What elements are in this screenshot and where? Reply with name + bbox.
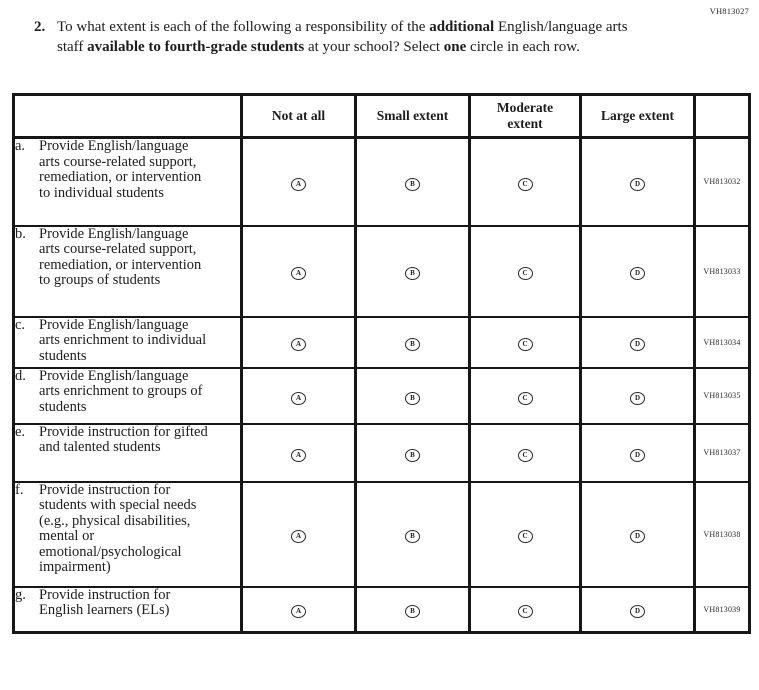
row-letter: c.	[15, 316, 26, 333]
row-description: Provide English/language arts course-related support, remediation, or intervention to groups of students	[39, 225, 202, 288]
answer-cell-c	[470, 482, 581, 587]
option-bubble-b[interactable]: B	[405, 530, 420, 543]
row-code: VH813037	[695, 424, 750, 482]
answer-cell-b	[356, 226, 470, 317]
option-bubble-b[interactable]: B	[405, 605, 420, 618]
row-letter: d.	[15, 367, 26, 384]
answer-cell-b	[356, 317, 470, 368]
option-bubble-a[interactable]: A	[291, 338, 306, 351]
row-code: VH813032	[695, 138, 750, 226]
row-description-cell	[14, 226, 242, 317]
option-bubble-d[interactable]: D	[630, 392, 645, 405]
row-description-cell	[14, 138, 242, 226]
option-bubble-c[interactable]: C	[518, 267, 533, 280]
option-bubble-a[interactable]: A	[291, 392, 306, 405]
answer-cell-b	[356, 482, 470, 587]
row-description-cell	[14, 482, 242, 587]
answer-cell-d	[581, 317, 695, 368]
answer-cell-c	[470, 226, 581, 317]
row-letter: a.	[15, 138, 26, 154]
row-letter: f.	[15, 481, 24, 498]
option-bubble-d[interactable]: D	[630, 178, 645, 191]
row-letter: e.	[15, 423, 26, 440]
row-description-cell	[14, 424, 242, 482]
answer-cell-c	[470, 424, 581, 482]
row-code: VH813039	[695, 587, 750, 633]
row-description: Provide instruction for students with special needs (e.g., physical disabilities, mental or emotional/psychological impairment)	[39, 481, 197, 575]
option-bubble-c[interactable]: C	[518, 605, 533, 618]
response-matrix-table	[12, 93, 751, 634]
answer-cell-a	[242, 482, 356, 587]
row-description: Provide English/language arts enrichment to individual students	[39, 316, 207, 364]
answer-cell-b	[356, 424, 470, 482]
header-row	[14, 95, 750, 138]
option-bubble-b[interactable]: B	[405, 392, 420, 405]
option-bubble-a[interactable]: A	[291, 605, 306, 618]
row-code: VH813034	[695, 317, 750, 368]
option-bubble-d[interactable]: D	[630, 338, 645, 351]
option-bubble-a[interactable]: A	[291, 530, 306, 543]
answer-cell-b	[356, 368, 470, 424]
row-letter: b.	[15, 225, 26, 242]
answer-cell-c	[470, 317, 581, 368]
table-row	[14, 587, 750, 633]
option-bubble-c[interactable]: C	[518, 530, 533, 543]
table-row	[14, 138, 750, 226]
option-bubble-c[interactable]: C	[518, 392, 533, 405]
answer-cell-a	[242, 368, 356, 424]
option-bubble-d[interactable]: D	[630, 605, 645, 618]
question-text: To what extent is each of the following a responsibility of the additional English/language arts staff available to fourth-grade students at your school? Select one circle in each row.	[57, 19, 628, 55]
answer-cell-c	[470, 138, 581, 226]
option-bubble-a[interactable]: A	[291, 178, 306, 191]
row-code: VH813033	[695, 226, 750, 317]
answer-cell-a	[242, 317, 356, 368]
option-bubble-b[interactable]: B	[405, 449, 420, 462]
table-row	[14, 368, 750, 424]
answer-cell-a	[242, 138, 356, 226]
answer-cell-d	[581, 226, 695, 317]
row-description-cell	[14, 368, 242, 424]
page-accession-code: VH813027	[709, 6, 749, 16]
question-number: 2.	[34, 19, 46, 35]
table-body	[14, 138, 750, 633]
option-bubble-c[interactable]: C	[518, 178, 533, 191]
header-moderate-extent: Moderate extent	[470, 95, 581, 138]
row-description: Provide English/language arts course-related support, remediation, or intervention to individual students	[39, 138, 202, 201]
question-block	[34, 18, 639, 57]
row-description-cell	[14, 317, 242, 368]
row-description: Provide instruction for gifted and talented students	[39, 423, 208, 455]
option-bubble-d[interactable]: D	[630, 530, 645, 543]
answer-cell-d	[581, 482, 695, 587]
answer-cell-b	[356, 587, 470, 633]
option-bubble-a[interactable]: A	[291, 449, 306, 462]
answer-cell-d	[581, 587, 695, 633]
option-bubble-d[interactable]: D	[630, 267, 645, 280]
row-description: Provide English/language arts enrichment to groups of students	[39, 367, 203, 415]
answer-cell-c	[470, 587, 581, 633]
answer-cell-a	[242, 424, 356, 482]
row-description: Provide instruction for English learners (ELs)	[39, 586, 171, 618]
table-row	[14, 226, 750, 317]
answer-cell-a	[242, 226, 356, 317]
answer-cell-d	[581, 424, 695, 482]
header-code-column-empty	[695, 95, 750, 138]
row-code: VH813035	[695, 368, 750, 424]
row-letter: g.	[15, 586, 26, 603]
option-bubble-c[interactable]: C	[518, 449, 533, 462]
answer-cell-b	[356, 138, 470, 226]
header-item-column-empty	[14, 95, 242, 138]
option-bubble-b[interactable]: B	[405, 267, 420, 280]
option-bubble-c[interactable]: C	[518, 338, 533, 351]
table-row	[14, 482, 750, 587]
row-code: VH813038	[695, 482, 750, 587]
option-bubble-a[interactable]: A	[291, 267, 306, 280]
table-row	[14, 424, 750, 482]
row-description-cell	[14, 587, 242, 633]
header-not-at-all: Not at all	[242, 95, 356, 138]
option-bubble-b[interactable]: B	[405, 338, 420, 351]
option-bubble-b[interactable]: B	[405, 178, 420, 191]
answer-cell-a	[242, 587, 356, 633]
header-large-extent: Large extent	[581, 95, 695, 138]
table-row	[14, 317, 750, 368]
answer-cell-d	[581, 368, 695, 424]
answer-cell-d	[581, 138, 695, 226]
answer-cell-c	[470, 368, 581, 424]
option-bubble-d[interactable]: D	[630, 449, 645, 462]
header-small-extent: Small extent	[356, 95, 470, 138]
